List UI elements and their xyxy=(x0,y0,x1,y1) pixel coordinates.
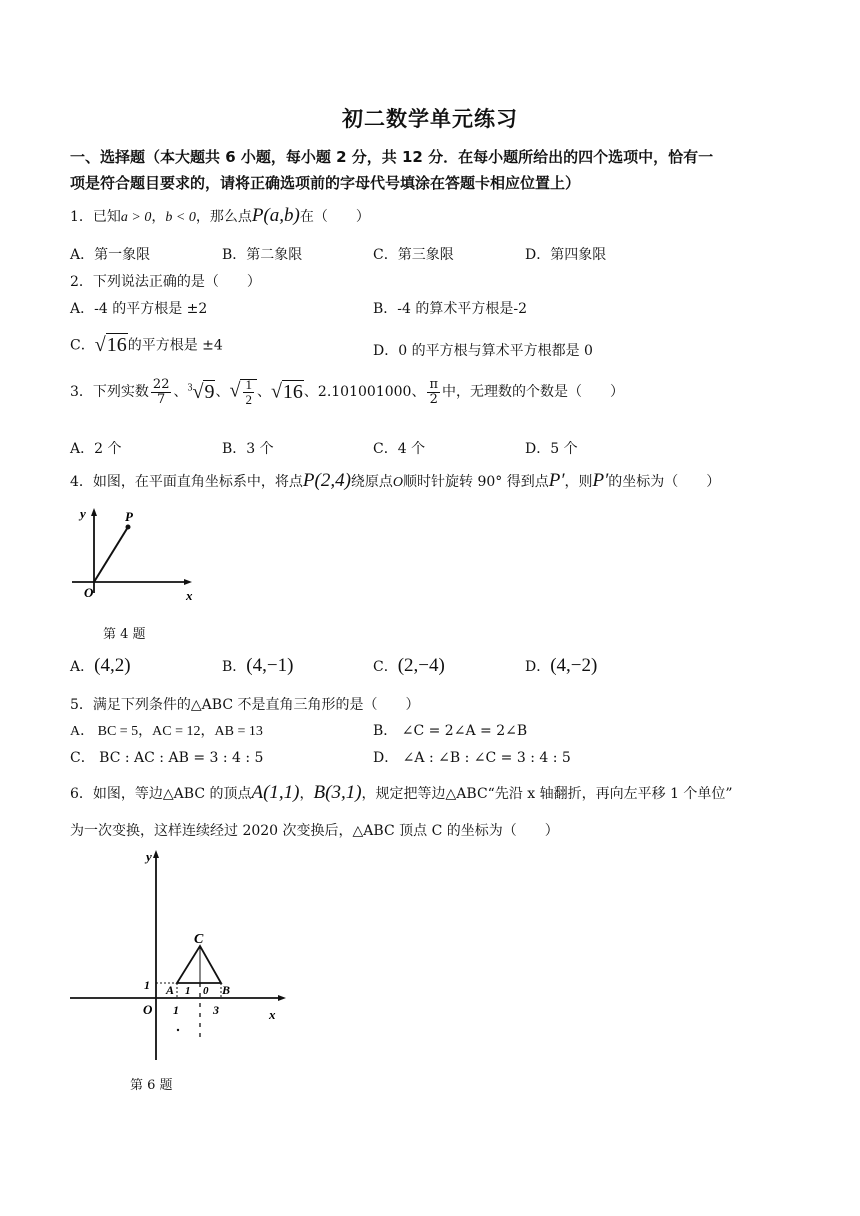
q2-option-b[interactable]: B．-4 的算术平方根是-2 xyxy=(373,301,528,317)
q4-x-arrow xyxy=(184,579,192,585)
q6-triangle-abc xyxy=(177,946,221,983)
q3-option-d[interactable]: D．5 个 xyxy=(525,441,578,457)
section-heading-line2: 项是符合题目要求的，请将正确选项前的字母代号填涂在答题卡相应位置上） xyxy=(70,174,581,192)
q5-option-d[interactable]: D． ∠A : ∠B : ∠C = 3 : 4 : 5 xyxy=(373,750,571,766)
fraction-22-7: $\frac{22}{7}$ xyxy=(152,377,170,407)
q6-label-b: B xyxy=(222,983,231,997)
cube-root: $^3$√9 xyxy=(187,380,215,403)
question-6-stem-line1: 6．如图，等边△ABC 的顶点A(1,1)，B(3,1)，规定把等边△ABC“先沿 x 轴翻折，再向左平移 1 个单位” xyxy=(70,782,733,803)
q5-option-a[interactable]: A． BC = 5，AC = 12，AB = 13 xyxy=(70,724,263,739)
q4-option-b[interactable]: B．(4,−1) xyxy=(222,655,294,676)
q6-label-3x: 3 xyxy=(213,1003,219,1017)
q2-option-c[interactable]: C．√16的平方根是 ±4 xyxy=(70,334,223,356)
sqrt-half: √ $\frac{1}{2}$ xyxy=(229,379,256,402)
fraction-pi-2: $\frac{\pi}{2}$ xyxy=(429,377,438,407)
q4-label-y: y xyxy=(80,506,86,521)
q3-option-c[interactable]: C．4 个 xyxy=(373,441,426,457)
q4-label-p: P xyxy=(125,509,133,524)
q4-label-o: O xyxy=(84,585,94,600)
q6-label-y: y xyxy=(146,849,152,864)
q1-option-a[interactable]: A．第一象限 xyxy=(70,247,151,263)
q6-label-1mid: 1 xyxy=(185,985,191,997)
question-6-stem-line2: 为一次变换，这样连续经过 2020 次变换后，△ABC 顶点 C 的坐标为（ ） xyxy=(70,823,559,839)
q6-label-o: O xyxy=(143,1002,153,1017)
q3-option-a[interactable]: A．2 个 xyxy=(70,441,122,457)
q1-option-d[interactable]: D．第四象限 xyxy=(525,247,607,263)
q6-x-arrow xyxy=(278,995,286,1001)
q6-label-0mid: 0 xyxy=(203,985,209,997)
q6-label-1x: 1 xyxy=(173,1003,179,1017)
question-4-stem: 4．如图，在平面直角坐标系中，将点P(2,4)绕原点O顺时针旋转 90° 得到点P′，则P′的坐标为（ ） xyxy=(70,470,721,491)
q3-option-b[interactable]: B．3 个 xyxy=(222,441,274,457)
q4-point-p xyxy=(126,525,131,530)
q4-option-a[interactable]: A．(4,2) xyxy=(70,655,131,676)
question-5-stem: 5．满足下列条件的△ABC 不是直角三角形的是（ ） xyxy=(70,697,420,713)
q5-option-c[interactable]: C． BC : AC : AB = 3 : 4 : 5 xyxy=(70,750,264,766)
q2-option-d[interactable]: D．0 的平方根与算术平方根都是 0 xyxy=(373,343,593,359)
q6-label-a: A xyxy=(166,983,175,997)
q5-option-b[interactable]: B． ∠C = 2∠A = 2∠B xyxy=(373,723,528,739)
q4-figure xyxy=(68,505,203,605)
q4-option-d[interactable]: D．(4,−2) xyxy=(525,655,598,676)
q4-label-x: x xyxy=(186,588,193,603)
q1-option-b[interactable]: B．第二象限 xyxy=(222,247,303,263)
question-3-stem: 3．下列实数 $\frac{22}{7}$ 、$^3$√9、√ $\frac{1}{2}$ 、√16、2.101001000、 $\frac{\pi}{2}$ 中，无理数的个数是（ ） xyxy=(70,377,624,407)
sqrt-16: √16 xyxy=(270,380,303,403)
question-1-stem: 1．已知a > 0，b < 0，那么点P(a,b)在（ ） xyxy=(70,205,370,226)
page-title: 初二数学单元练习 xyxy=(342,107,518,131)
question-2-stem: 2．下列说法正确的是（ ） xyxy=(70,274,261,290)
q1-option-c[interactable]: C．第三象限 xyxy=(373,247,454,263)
q6-y-arrow xyxy=(153,850,159,858)
q6-label-c: C xyxy=(194,932,204,947)
q4-caption: 第 4 题 xyxy=(103,627,146,642)
q4-y-arrow xyxy=(91,508,97,516)
q2-option-a[interactable]: A．-4 的平方根是 ±2 xyxy=(70,301,208,317)
q6-label-x: x xyxy=(269,1007,276,1022)
section-heading-line1: 一、选择题（本大题共 6 小题，每小题 2 分，共 12 分．在每小题所给出的四个选项中，恰有一 xyxy=(70,148,714,166)
q6-figure xyxy=(66,842,296,1064)
q4-segment-op xyxy=(94,527,128,582)
q6-label-1y: 1 xyxy=(144,978,150,992)
q6-dot xyxy=(177,1029,179,1031)
q4-option-c[interactable]: C．(2,−4) xyxy=(373,655,445,676)
q6-caption: 第 6 题 xyxy=(130,1078,173,1093)
